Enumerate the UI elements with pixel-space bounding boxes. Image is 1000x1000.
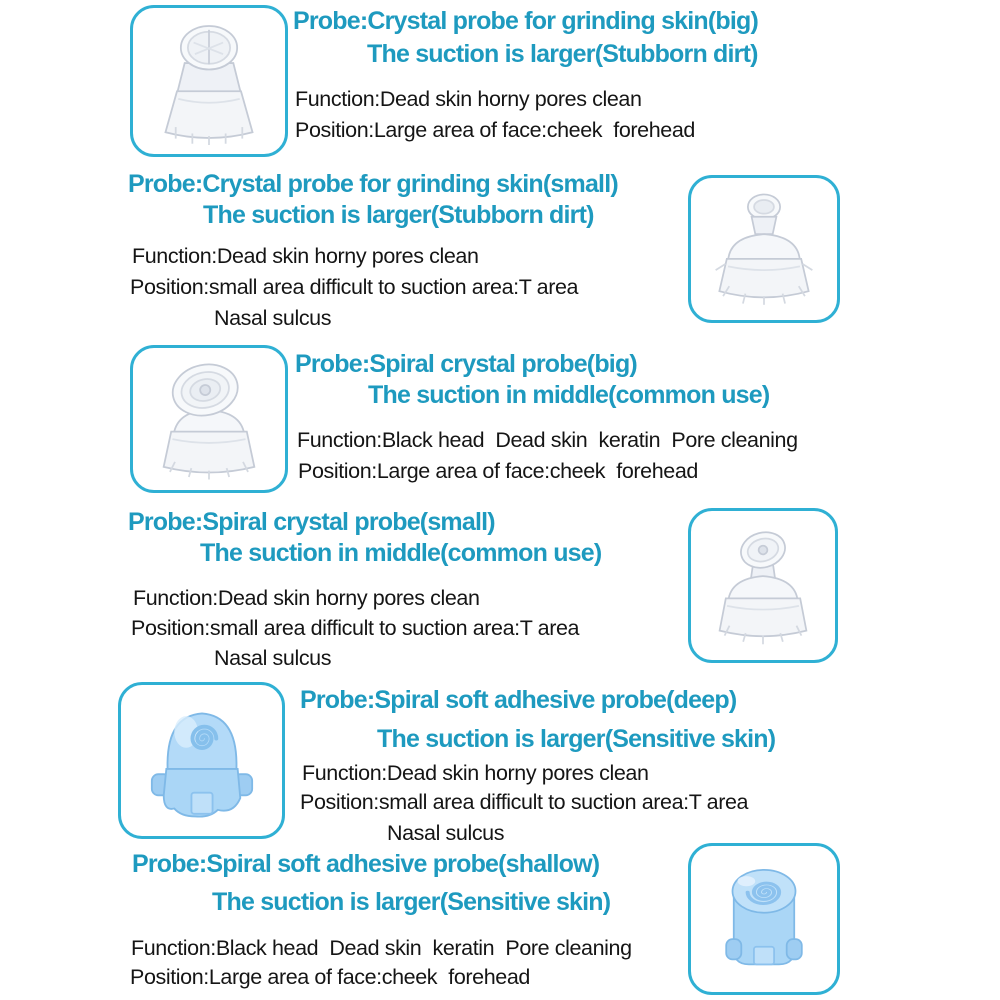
spiral-soft-adhesive-probe-deep-image-box xyxy=(118,682,285,839)
spiral-soft-adhesive-probe-shallow-image-box xyxy=(688,843,840,995)
suction-note: The suction in middle(common use) xyxy=(368,381,770,409)
position-text: Position:small area difficult to suction area:T area xyxy=(130,275,579,299)
position-text: Position:small area difficult to suction area:T area xyxy=(300,790,749,814)
suction-note: The suction is larger(Sensitive skin) xyxy=(212,888,611,916)
probe-title: Probe:Spiral crystal probe(big) xyxy=(295,350,637,378)
spiral-crystal-probe-big-image-box xyxy=(130,345,288,493)
probe-title: Probe:Crystal probe for grinding skin(big) xyxy=(293,7,759,35)
function-text: Function:Dead skin horny pores clean xyxy=(132,244,479,268)
probe-title: Probe:Spiral soft adhesive probe(deep) xyxy=(300,686,737,714)
crystal-probe-small-image xyxy=(702,187,826,311)
probe-title: Probe:Spiral soft adhesive probe(shallow) xyxy=(132,850,600,878)
spiral-crystal-probe-small-image-box xyxy=(688,508,838,663)
spiral-soft-adhesive-probe-deep-image xyxy=(136,695,268,827)
crystal-probe-big-image-box xyxy=(130,5,288,157)
suction-note: The suction is larger(Stubborn dirt) xyxy=(203,201,594,229)
suction-note: The suction is larger(Sensitive skin) xyxy=(377,725,776,753)
crystal-probe-small-image-box xyxy=(688,175,840,323)
function-text: Function:Black head Dead skin keratin Pore cleaning xyxy=(297,428,798,452)
suction-note: The suction in middle(common use) xyxy=(200,539,602,567)
function-text: Function:Dead skin horny pores clean xyxy=(302,761,649,785)
suction-note: The suction is larger(Stubborn dirt) xyxy=(367,40,758,68)
crystal-probe-big-image xyxy=(145,17,273,145)
position-extra-text: Nasal sulcus xyxy=(214,306,332,330)
position-text: Position:small area difficult to suction area:T area xyxy=(131,616,580,640)
probe-title: Probe:Crystal probe for grinding skin(small) xyxy=(128,170,618,198)
spiral-soft-adhesive-probe-shallow-image xyxy=(701,856,827,982)
position-extra-text: Nasal sulcus xyxy=(387,821,505,845)
spiral-crystal-probe-small-image xyxy=(701,522,825,650)
position-extra-text: Nasal sulcus xyxy=(214,646,332,670)
function-text: Function:Dead skin horny pores clean xyxy=(133,586,480,610)
position-text: Position:Large area of face:cheek forehead xyxy=(298,459,698,483)
function-text: Function:Dead skin horny pores clean xyxy=(295,87,642,111)
probe-title: Probe:Spiral crystal probe(small) xyxy=(128,508,495,536)
position-text: Position:Large area of face:cheek forehead xyxy=(295,118,695,142)
spiral-crystal-probe-big-image xyxy=(146,356,272,482)
position-text: Position:Large area of face:cheek forehead xyxy=(130,965,530,989)
function-text: Function:Black head Dead skin keratin Pore cleaning xyxy=(131,936,632,960)
